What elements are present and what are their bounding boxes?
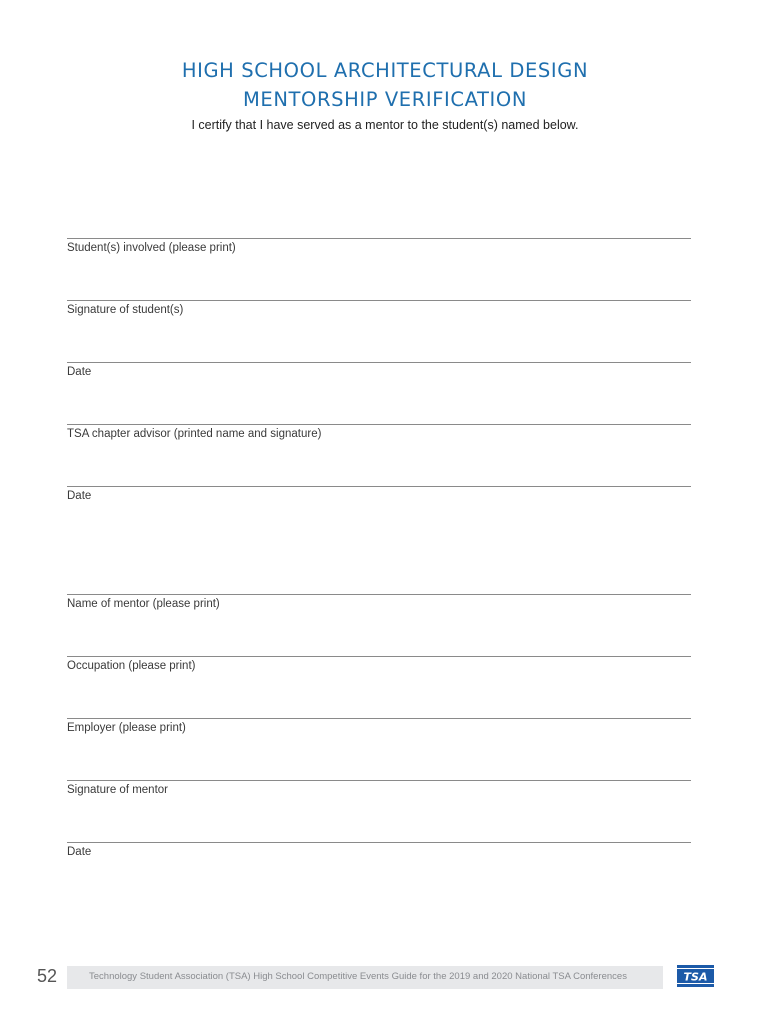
logo-text: TSA xyxy=(683,970,708,984)
mentor-date-label: Date xyxy=(67,846,92,858)
advisor-date-field[interactable] xyxy=(67,486,691,503)
students-involved-field[interactable] xyxy=(67,238,691,255)
mentor-signature-field[interactable] xyxy=(67,780,691,797)
page-number: 52 xyxy=(37,966,58,986)
chapter-advisor-field[interactable] xyxy=(67,424,691,441)
student-date-label: Date xyxy=(67,366,92,378)
footer-bar xyxy=(67,966,663,989)
student-signature-field[interactable] xyxy=(67,300,691,317)
mentor-signature-label: Signature of mentor xyxy=(67,784,169,796)
employer-label: Employer (please print) xyxy=(67,722,186,734)
advisor-date-label: Date xyxy=(67,490,92,502)
mentor-date-field[interactable] xyxy=(67,842,691,859)
student-signature-label: Signature of student(s) xyxy=(67,304,184,316)
mentor-name-field[interactable] xyxy=(67,594,691,611)
mentor-name-label: Name of mentor (please print) xyxy=(67,598,220,610)
occupation-field[interactable] xyxy=(67,656,691,673)
occupation-label: Occupation (please print) xyxy=(67,660,196,672)
footer-text: Technology Student Association (TSA) High School Competitive Events Guide for the 2019 and 2020 National TSA Conferences xyxy=(89,971,627,982)
title-line-2: MENTORSHIP VERIFICATION xyxy=(242,88,528,111)
student-date-field[interactable] xyxy=(67,362,691,379)
certification-statement: I certify that I have served as a mentor to the student(s) named below. xyxy=(191,118,579,132)
chapter-advisor-label: TSA chapter advisor (printed name and signature) xyxy=(67,428,322,440)
title-line-1: HIGH SCHOOL ARCHITECTURAL DESIGN xyxy=(181,59,589,82)
page-title xyxy=(0,56,770,114)
students-involved-label: Student(s) involved (please print) xyxy=(67,242,236,254)
employer-field[interactable] xyxy=(67,718,691,735)
tsa-logo-icon xyxy=(677,965,714,989)
